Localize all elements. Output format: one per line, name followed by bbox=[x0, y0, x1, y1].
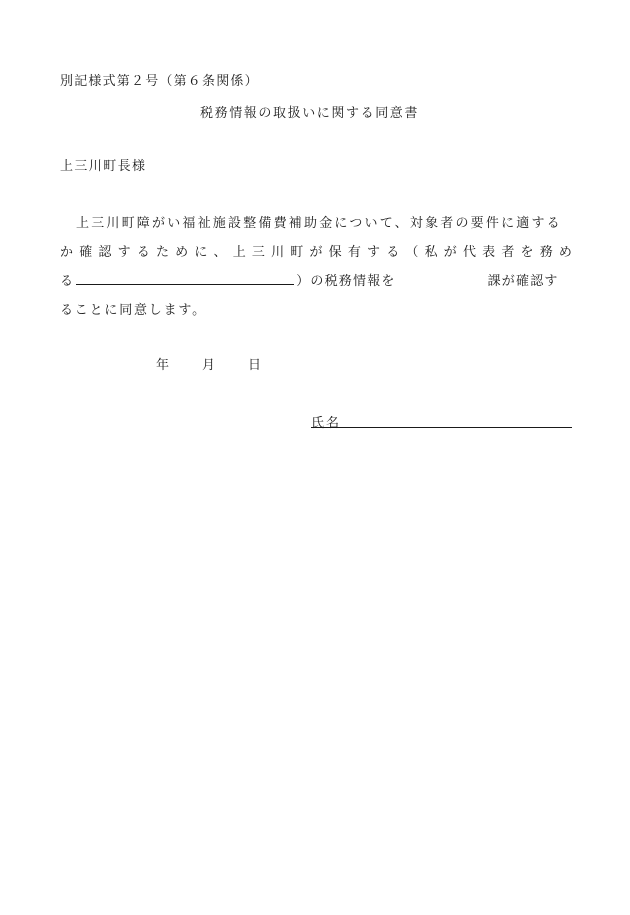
body-line-1: 上三川町障がい福祉施設整備費補助金について、対象者の要件に適する bbox=[76, 216, 562, 231]
body-line-2-char: る bbox=[136, 245, 150, 260]
body-line-2-char: た bbox=[155, 245, 169, 260]
organization-name-blank[interactable] bbox=[76, 272, 294, 285]
body-line-2-char: 者 bbox=[501, 245, 515, 260]
form-number: 別記様式第２号（第６条関係） bbox=[60, 74, 259, 89]
body-line-2-char: 川 bbox=[271, 245, 285, 260]
body-line-2-char: に bbox=[194, 245, 208, 260]
body-line-3-suffix: 課が確認す bbox=[487, 274, 559, 289]
body-line-2-char: 私 bbox=[424, 245, 438, 260]
body-line-2-char: 有 bbox=[347, 245, 361, 260]
body-line-2-char: 務 bbox=[539, 245, 553, 260]
body-line-2-char: （ bbox=[405, 245, 419, 260]
body-line-2-char: を bbox=[520, 245, 534, 260]
body-line-2-chars bbox=[60, 241, 572, 260]
signature-name-label: 氏名 bbox=[311, 416, 342, 431]
body-line-2-char: 表 bbox=[482, 245, 496, 260]
body-line-3-middle: ）の税務情報を bbox=[296, 274, 396, 289]
body-line-2-char: す bbox=[117, 245, 131, 260]
body-line-2-char: 三 bbox=[251, 245, 265, 260]
document-title: 税務情報の取扱いに関する同意書 bbox=[200, 106, 420, 121]
body-line-3-prefix: る bbox=[60, 274, 75, 289]
signature-line[interactable] bbox=[311, 427, 572, 428]
body-line-2-char: 代 bbox=[462, 245, 476, 260]
addressee: 上三川町長様 bbox=[60, 159, 147, 174]
body-line-2-char: が bbox=[309, 245, 323, 260]
body-line-2-char: 町 bbox=[290, 245, 304, 260]
body-line-2-char: す bbox=[367, 245, 381, 260]
body-line-2-char: か bbox=[60, 245, 74, 260]
date-year-label: 年 bbox=[156, 358, 171, 373]
body-line-2-char: 保 bbox=[328, 245, 342, 260]
body-line-4: ることに同意します。 bbox=[60, 303, 207, 318]
body-line-2-char: る bbox=[386, 245, 400, 260]
body-line-2-char: 上 bbox=[232, 245, 246, 260]
body-line-2-char: め bbox=[558, 245, 572, 260]
body-line-2 bbox=[60, 241, 572, 260]
body-line-2-char: 認 bbox=[98, 245, 112, 260]
body-line-2-char: め bbox=[175, 245, 189, 260]
body-line-2-char: 、 bbox=[213, 245, 227, 260]
date-day-label: 日 bbox=[248, 358, 263, 373]
body-line-2-char: 確 bbox=[79, 245, 93, 260]
body-line-2-char: が bbox=[443, 245, 457, 260]
body-line-3 bbox=[60, 270, 572, 289]
date-month-label: 月 bbox=[202, 358, 217, 373]
